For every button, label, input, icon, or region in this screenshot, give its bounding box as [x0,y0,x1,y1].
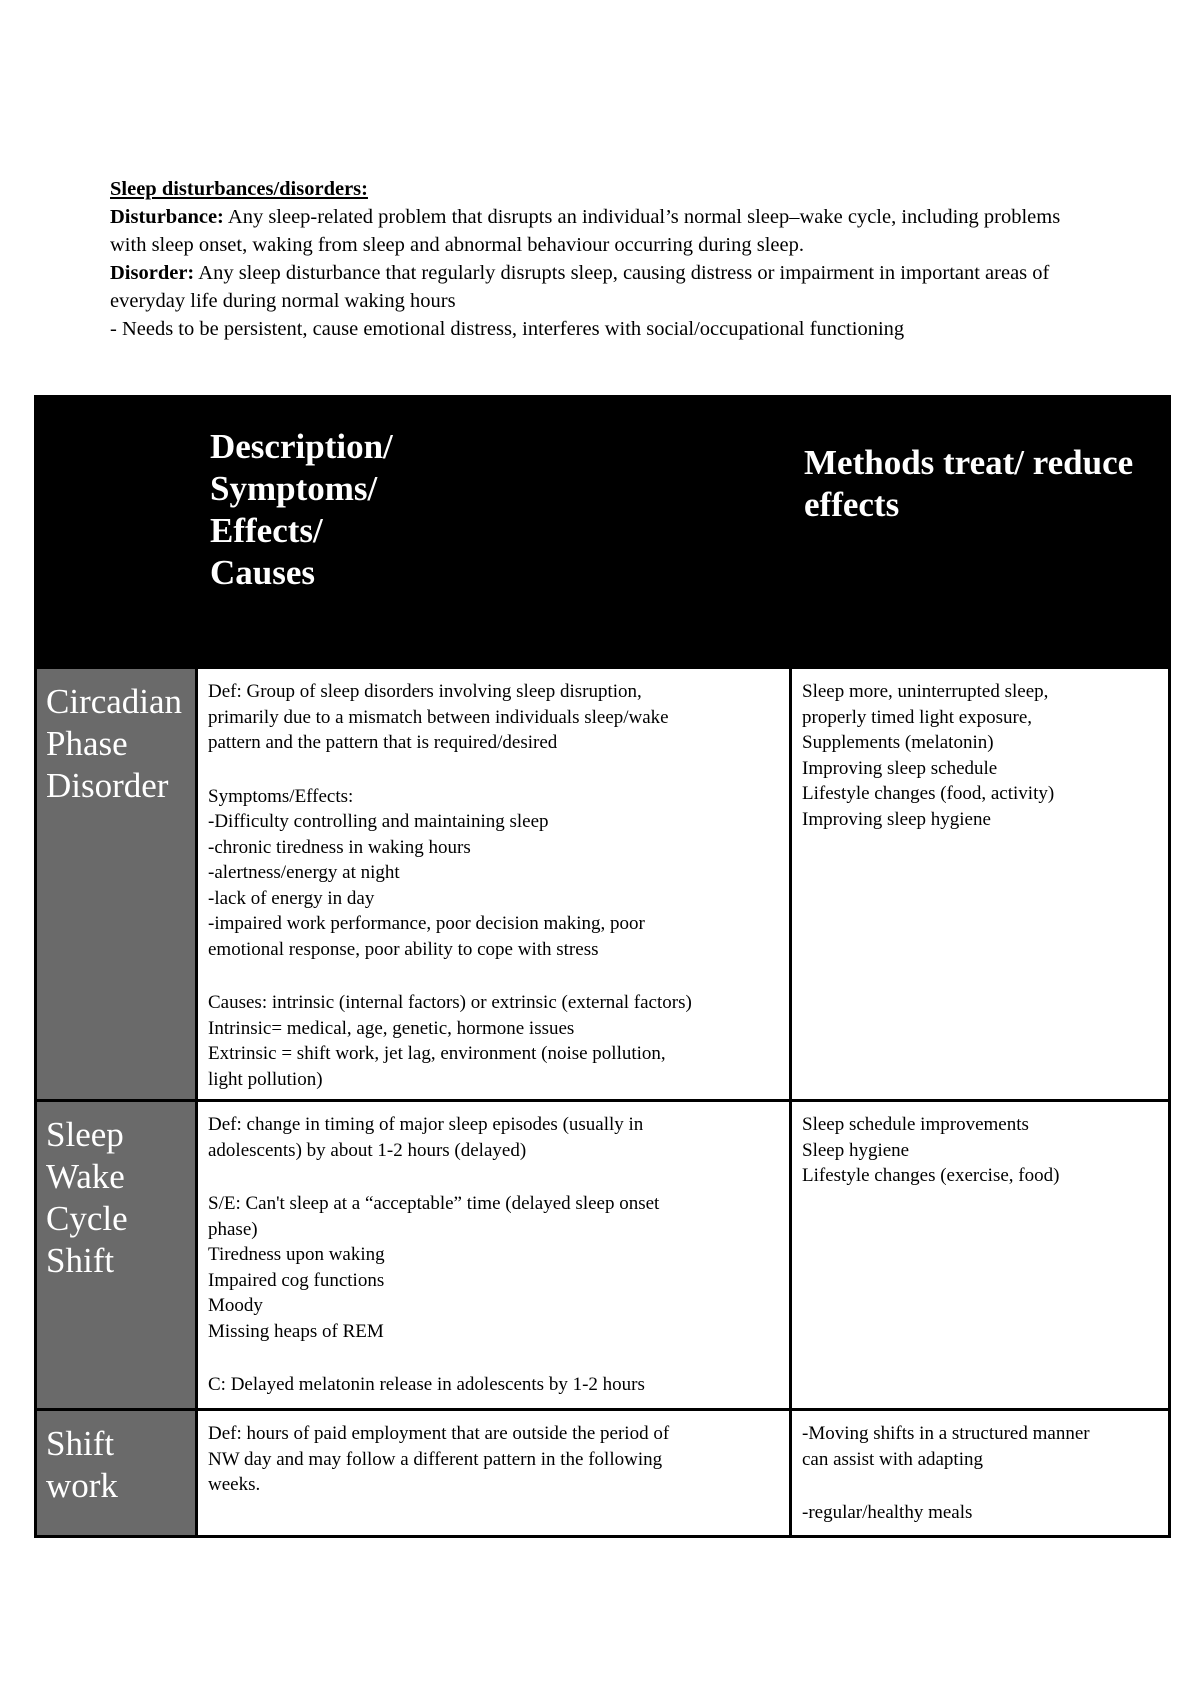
intro-section [110,175,1090,343]
row-label-line: work [46,1466,118,1505]
cell-line: properly timed light exposure, [802,706,1033,728]
row-description-sleep-wake [197,1101,791,1410]
header-line: Effects/ [210,511,323,550]
row-methods-sleep-wake [791,1101,1170,1410]
cell-line: -lack of energy in day [208,887,375,909]
methods-paragraph [802,1112,1160,1189]
cell-line: adolescents) by about 1-2 hours (delayed) [208,1139,527,1161]
cell-line: -alertness/energy at night [208,862,400,883]
cell-line: Supplements (melatonin) [802,732,994,753]
disorder-text: Any sleep disturbance that regularly disrupts sleep, causing distress or impairment in important areas of everyday life during normal waking hours [110,262,1050,312]
header-blank [36,397,197,668]
header-line: Causes [210,553,316,592]
cell-line: Impaired cog functions [208,1269,385,1291]
cell-line: emotional response, poor ability to cope with stress [208,938,599,960]
table-row [36,1410,1170,1537]
description-paragraph [208,1421,781,1498]
row-label-line: Cycle [46,1199,128,1238]
cell-line: Extrinsic = shift work, jet lag, environment (noise pollution, [208,1043,666,1064]
row-label-shift-work [36,1410,197,1537]
row-label-line: Phase [46,724,128,763]
header-line: Description/ [210,427,393,466]
cell-line: pattern and the pattern that is required/desired [208,732,558,753]
description-paragraph [208,679,781,756]
description-paragraph [208,1372,781,1398]
header-line: effects [804,485,900,524]
disorder-term: Disorder: [110,262,195,284]
row-description-shift-work [197,1410,791,1537]
description-paragraph [208,1191,781,1344]
cell-line: -regular/healthy meals [802,1502,973,1523]
disturbance-term: Disturbance: [110,206,224,228]
description-paragraph [208,1112,781,1163]
disturbance-definition [110,203,1090,259]
row-label-line: Circadian [46,682,183,721]
cell-line: -impaired work performance, poor decision making, poor [208,913,645,934]
header-methods [791,397,1170,668]
cell-line: Lifestyle changes (exercise, food) [802,1165,1060,1186]
row-label-circadian [36,668,197,1101]
cell-line: Def: hours of paid employment that are outside the period of [208,1423,670,1444]
row-description-circadian [197,668,791,1101]
page-title: Sleep disturbances/disorders: [110,178,368,200]
disorder-note: - Needs to be persistent, cause emotional distress, interferes with social/occupational functioning [110,318,905,340]
row-label-line: Shift [46,1241,115,1280]
cell-line: light pollution) [208,1068,323,1090]
row-label-sleep-wake [36,1101,197,1410]
cell-line: C: Delayed melatonin release in adolescents by 1-2 hours [208,1374,645,1395]
cell-line: Symptoms/Effects: [208,785,354,807]
cell-line: Improving sleep hygiene [802,808,991,830]
methods-paragraph [802,1421,1160,1472]
cell-line: Missing heaps of REM [208,1320,384,1342]
header-description [197,397,791,668]
cell-line: Tiredness upon waking [208,1244,385,1265]
table-header-row [36,397,1170,668]
table-row [36,668,1170,1101]
cell-line: Sleep schedule improvements [802,1114,1029,1135]
cell-line: Causes: intrinsic (internal factors) or extrinsic (external factors) [208,992,692,1013]
cell-line: -chronic tiredness in waking hours [208,836,471,858]
sleep-disorders-table [34,395,1171,1538]
cell-line: primarily due to a mismatch between individuals sleep/wake [208,706,669,728]
cell-line: weeks. [208,1474,261,1495]
cell-line: Sleep more, uninterrupted sleep, [802,681,1049,702]
description-paragraph [208,990,781,1092]
cell-line: NW day and may follow a different pattern in the following [208,1448,663,1470]
header-line: Symptoms/ [210,469,378,508]
cell-line: Lifestyle changes (food, activity) [802,783,1055,804]
row-methods-shift-work [791,1410,1170,1537]
row-label-line: Disorder [46,766,169,805]
row-methods-circadian [791,668,1170,1101]
row-label-line: Shift [46,1424,115,1463]
methods-paragraph [802,1500,1160,1526]
disturbance-text: Any sleep-related problem that disrupts an individual’s normal sleep–wake cycle, including problems with sleep onset, waking from sleep and abnormal behaviour occurring during sleep. [110,206,1061,256]
disorder-definition [110,259,1090,315]
description-paragraph [208,784,781,963]
cell-line: Moody [208,1295,263,1316]
cell-line: Improving sleep schedule [802,757,998,779]
cell-line: Def: change in timing of major sleep episodes (usually in [208,1114,644,1135]
table-row [36,1101,1170,1410]
cell-line: can assist with adapting [802,1448,983,1470]
header-line: Methods treat/ reduce [804,443,1134,482]
row-label-line: Sleep [46,1115,124,1154]
cell-line: Intrinsic= medical, age, genetic, hormone issues [208,1017,575,1039]
cell-line: Sleep hygiene [802,1139,910,1161]
row-label-line: Wake [46,1157,125,1196]
cell-line: -Difficulty controlling and maintaining sleep [208,811,549,832]
cell-line: S/E: Can't sleep at a “acceptable” time (delayed sleep onset [208,1193,660,1214]
cell-line: phase) [208,1218,258,1240]
methods-paragraph [802,679,1160,832]
cell-line: -Moving shifts in a structured manner [802,1423,1090,1444]
cell-line: Def: Group of sleep disorders involving sleep disruption, [208,681,642,702]
